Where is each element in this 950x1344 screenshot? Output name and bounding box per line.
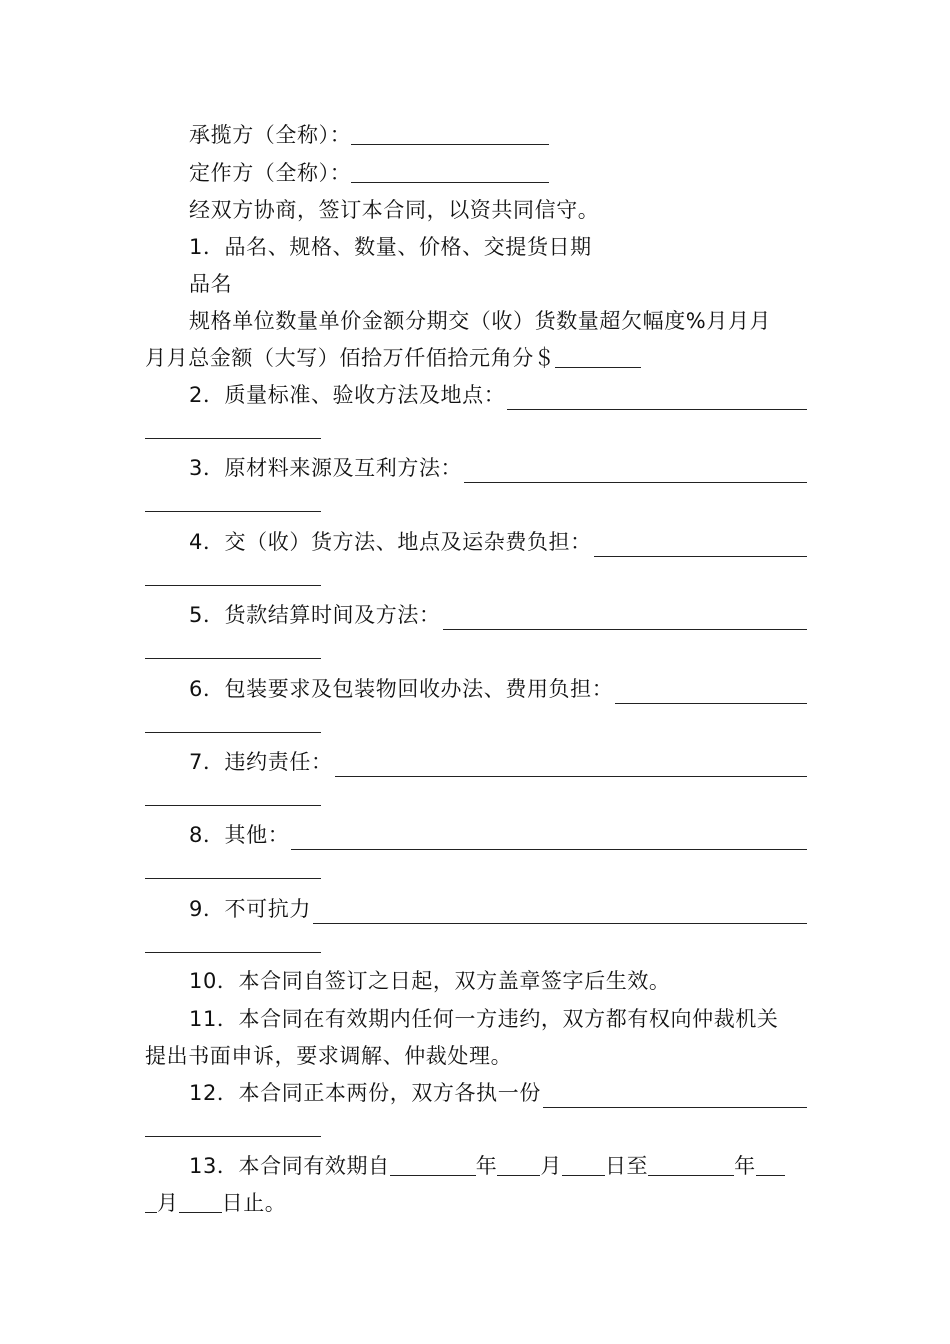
clause-4-blank[interactable] [594,534,807,557]
orderer-label: 定作方（全称）： [189,161,352,185]
clause-1-total-label: 月月总金额（大写）佰拾万仟佰拾元角分＄ [145,346,556,370]
clause-6-blank-continued[interactable] [145,732,321,733]
clause-13-line-1 [145,1151,807,1181]
start-year-label: 年 [475,1154,498,1178]
clause-8-blank[interactable] [291,827,807,850]
clause-9-blank[interactable] [313,901,807,924]
end-day-blank[interactable] [179,1190,222,1213]
clause-11-line-2: 提出书面申诉，要求调解、仲裁处理。 [145,1044,513,1068]
clause-3-row [145,453,807,483]
intro-text: 经双方协商，签订本合同，以资共同信守。 [189,198,600,222]
start-month-label: 月 [540,1154,562,1178]
clause-10-text: 10．本合同自签订之日起，双方盖章签字后生效。 [189,969,671,993]
clause-4-row [145,527,807,557]
clause-1-total-line [145,343,807,373]
clause-4-blank-continued[interactable] [145,585,321,586]
clause-5-blank-continued[interactable] [145,658,321,659]
orderer-name-blank[interactable] [351,160,549,183]
end-month-label: 月 [157,1191,179,1215]
clause-2-label: 2．质量标准、验收方法及地点： [189,383,506,407]
clause-9-label: 9．不可抗力 [189,897,311,921]
clause-5-label: 5．货款结算时间及方法： [189,603,441,627]
total-amount-blank[interactable] [555,345,641,368]
clause-12-row [145,1078,807,1108]
clause-6-label: 6．包装要求及包装物回收办法、费用负担： [189,677,614,701]
contractor-name-blank[interactable] [351,122,549,145]
end-year-blank[interactable] [648,1153,734,1176]
clause-11-line-1: 11．本合同在有效期内任何一方违约，双方都有权向仲裁机关 [189,1007,779,1031]
clause-3-label: 3．原材料来源及互利方法： [189,456,463,480]
clause-8-blank-continued[interactable] [145,878,321,879]
clause-9-blank-continued[interactable] [145,952,321,953]
end-month-blank-continued[interactable] [145,1190,157,1213]
contractor-line [145,120,807,150]
start-day-blank[interactable] [562,1153,605,1176]
clause-2-row [145,380,807,410]
contractor-label: 承揽方（全称）： [189,123,352,147]
clause-2-blank-continued[interactable] [145,438,321,439]
end-year-label: 年 [734,1154,756,1178]
clause-3-blank[interactable] [464,460,807,483]
clause-5-blank[interactable] [443,607,807,630]
orderer-line [145,158,807,188]
clause-6-row [145,674,807,704]
clause-1-title: 1．品名、规格、数量、价格、交提货日期 [189,235,592,259]
start-day-to-label: 日至 [604,1154,649,1178]
clause-7-row [145,747,807,777]
clause-5-row [145,600,807,630]
clause-9-row [145,894,807,924]
clause-2-blank[interactable] [507,387,807,410]
clause-12-blank[interactable] [543,1085,807,1108]
clause-1-item-name: 品名 [189,272,233,296]
clause-4-label: 4．交（收）货方法、地点及运杂费负担： [189,530,592,554]
clause-12-label: 12．本合同正本两份，双方各执一份 [189,1081,541,1105]
clause-6-blank[interactable] [615,681,807,704]
clause-7-blank-continued[interactable] [145,805,321,806]
clause-7-label: 7．违约责任： [189,750,333,774]
clause-13-prefix: 13．本合同有效期自 [189,1154,390,1178]
clause-1-table-header: 规格单位数量单价金额分期交（收）货数量超欠幅度%月月月 [189,309,772,333]
clause-7-blank[interactable] [335,754,807,777]
clause-13-line-2 [145,1188,807,1218]
end-month-blank[interactable] [756,1153,785,1176]
clause-8-label: 8．其他： [189,823,290,847]
clause-8-row [145,820,807,850]
clause-3-blank-continued[interactable] [145,511,321,512]
end-suffix: 日止。 [221,1191,287,1215]
start-year-blank[interactable] [390,1153,476,1176]
start-month-blank[interactable] [497,1153,540,1176]
clause-12-blank-continued[interactable] [145,1136,321,1137]
